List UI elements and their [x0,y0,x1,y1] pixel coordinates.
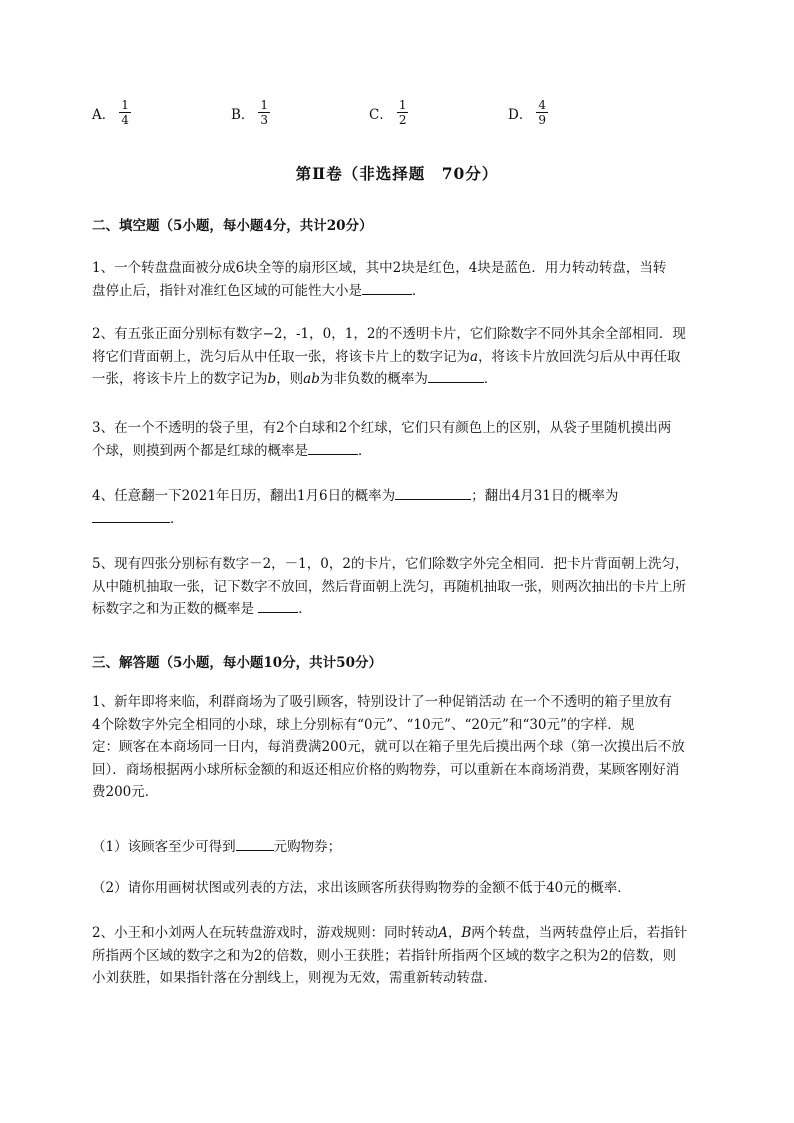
question-line: 4个除数字外完全相同的小球，球上分别标有“0元”、“10元”、“20元”和“30元”的字样．规 [92,716,635,733]
answer-blank [92,510,170,523]
answer-blank [236,838,274,851]
fill-question-4 [92,485,704,530]
question-line [92,368,704,391]
fraction-denominator: 3 [260,113,269,127]
fill-question-5 [92,553,704,621]
question-line: 小刘获胜，如果指针落在分割线上，则视为无效，需重新转动转盘． [92,970,497,986]
question-line [92,922,704,945]
option-fraction [536,98,548,127]
option-d [508,98,548,127]
solve-question-1-part-2 [92,877,704,900]
question-line: 定：顾客在本商场同一日内，每消费满200元，就可以在箱子里先后摸出两个球（第一次摸出后不放 [92,739,685,755]
question-text: 标数字之和为正数的概率是 [92,601,259,617]
question-text: 个球，则摸到两个都是红球的概率是 [92,442,308,459]
answer-blank [258,600,298,613]
option-fraction [119,98,131,127]
fraction-numerator: 1 [121,98,129,112]
section-heading-solve: 三、解答题（5小题，每小题10分，共计50分） [92,655,382,671]
fraction-denominator: 9 [538,113,546,127]
question-text: ． [483,371,498,387]
question-text: （1）该顾客至少可得到 [92,839,236,855]
question-line [92,280,704,303]
question-text: 2、小王和小刘两人在玩转盘游戏时，游戏规则：同时转动 [92,925,439,941]
question-text: ． [170,510,184,527]
question-line: 1、一个转盘盘面被分成6块全等的扇形区域，其中2块是红色，4块是蓝色．用力转动转盘，当转 [92,260,667,276]
question-line: 1、新年即将来临，利群商场为了吸引顾客，特别设计了一种促销活动 在一个不透明的箱子里放有 [92,694,672,710]
fraction-numerator: 4 [538,98,546,112]
variable-b: b [267,371,277,387]
option-label: D． [508,106,533,123]
question-text: ，将该卡片放回洗匀后从中再任取 [478,348,681,365]
question-text: ． [298,601,312,617]
answer-options [92,98,652,138]
question-text: 将它们背面朝上，洗匀后从中任取一张，将该卡片上的数字记为 [92,348,470,365]
section-heading-fill-in: 二、填空题（5小题，每小题4分，共计20分） [92,218,373,234]
question-text: ． [358,442,372,459]
variable-ab: ab [303,371,320,387]
option-label: A． [92,106,116,123]
fill-question-2 [92,323,704,391]
question-text: 元购物券； [273,839,342,855]
question-text: 4、任意翻一下2021年日历，翻出1月6日的概率为 [92,488,396,504]
answer-blank [395,487,471,500]
option-fraction [258,98,270,127]
fraction-denominator: 4 [121,113,129,127]
solve-question-2 [92,922,704,990]
option-b [231,98,270,127]
answer-blank [308,442,358,455]
question-line [92,836,704,859]
fill-question-3 [92,417,704,462]
option-a [92,98,131,127]
option-fraction [397,98,409,127]
question-line [92,440,704,463]
question-text: ；翻出4月31日的概率为 [471,488,619,504]
question-text: 两个转盘，当两转盘停止后，若指针 [471,925,688,941]
question-text: ，则 [276,371,304,387]
question-line: 所指两个区域的数字之和为2的倍数，则小王获胜；若指针所指两个区域的数字之积为2的倍数，则 [92,947,677,964]
question-text: ． [412,282,426,299]
answer-blank [428,370,484,383]
option-c [369,98,408,127]
solve-question-1 [92,691,704,804]
question-text: ， [447,925,462,941]
question-text: 为非负数的概率为 [319,371,428,387]
part-title: 第Ⅱ卷（非选择题 70分） [295,164,499,183]
question-line: 回）．商场根据两小球所标金额的和返还相应价格的购物券，可以重新在本商场消费，某顾客刚好消 [92,761,680,778]
variable-B: B [461,925,472,941]
question-line: 2、有五张正面分别标有数字−2，-1，0，1，2的不透明卡片，它们除数字不同外其余全部相同．现 [92,326,686,342]
variable-a: a [470,348,479,365]
fraction-denominator: 2 [398,113,407,127]
question-line [92,598,704,621]
fraction-numerator: 1 [398,98,407,112]
fraction-numerator: 1 [260,98,269,112]
question-line: 从中随机抽取一张，记下数字不放回，然后背面朝上洗匀，再随机抽取一张，则两次抽出的卡片上所 [92,578,686,595]
question-line: 3、在一个不透明的袋子里，有2个白球和2个红球，它们只有颜色上的区别，从袋子里随机摸出两 [92,420,672,436]
question-line [92,508,704,531]
question-text: 一张，将该卡片上的数字记为 [92,371,268,387]
answer-blank [362,282,412,295]
question-line [92,346,704,369]
solve-question-1-part-1 [92,836,704,859]
variable-A: A [438,925,448,941]
question-line [92,485,704,508]
question-line: （2）请你用画树状图或列表的方法，求出该顾客所获得购物券的金额不低于40元的概率． [92,880,631,896]
option-label: C． [369,106,393,123]
question-line: 5、现有四张分别标有数字－2，－1，0，2的卡片，它们除数字外完全相同．把卡片背面朝上洗匀， [92,556,689,572]
fill-question-1 [92,257,704,302]
question-text: 盘停止后，指针对准红色区域的可能性大小是 [92,282,362,299]
question-line: 费200元． [92,784,159,800]
option-label: B． [231,106,255,123]
